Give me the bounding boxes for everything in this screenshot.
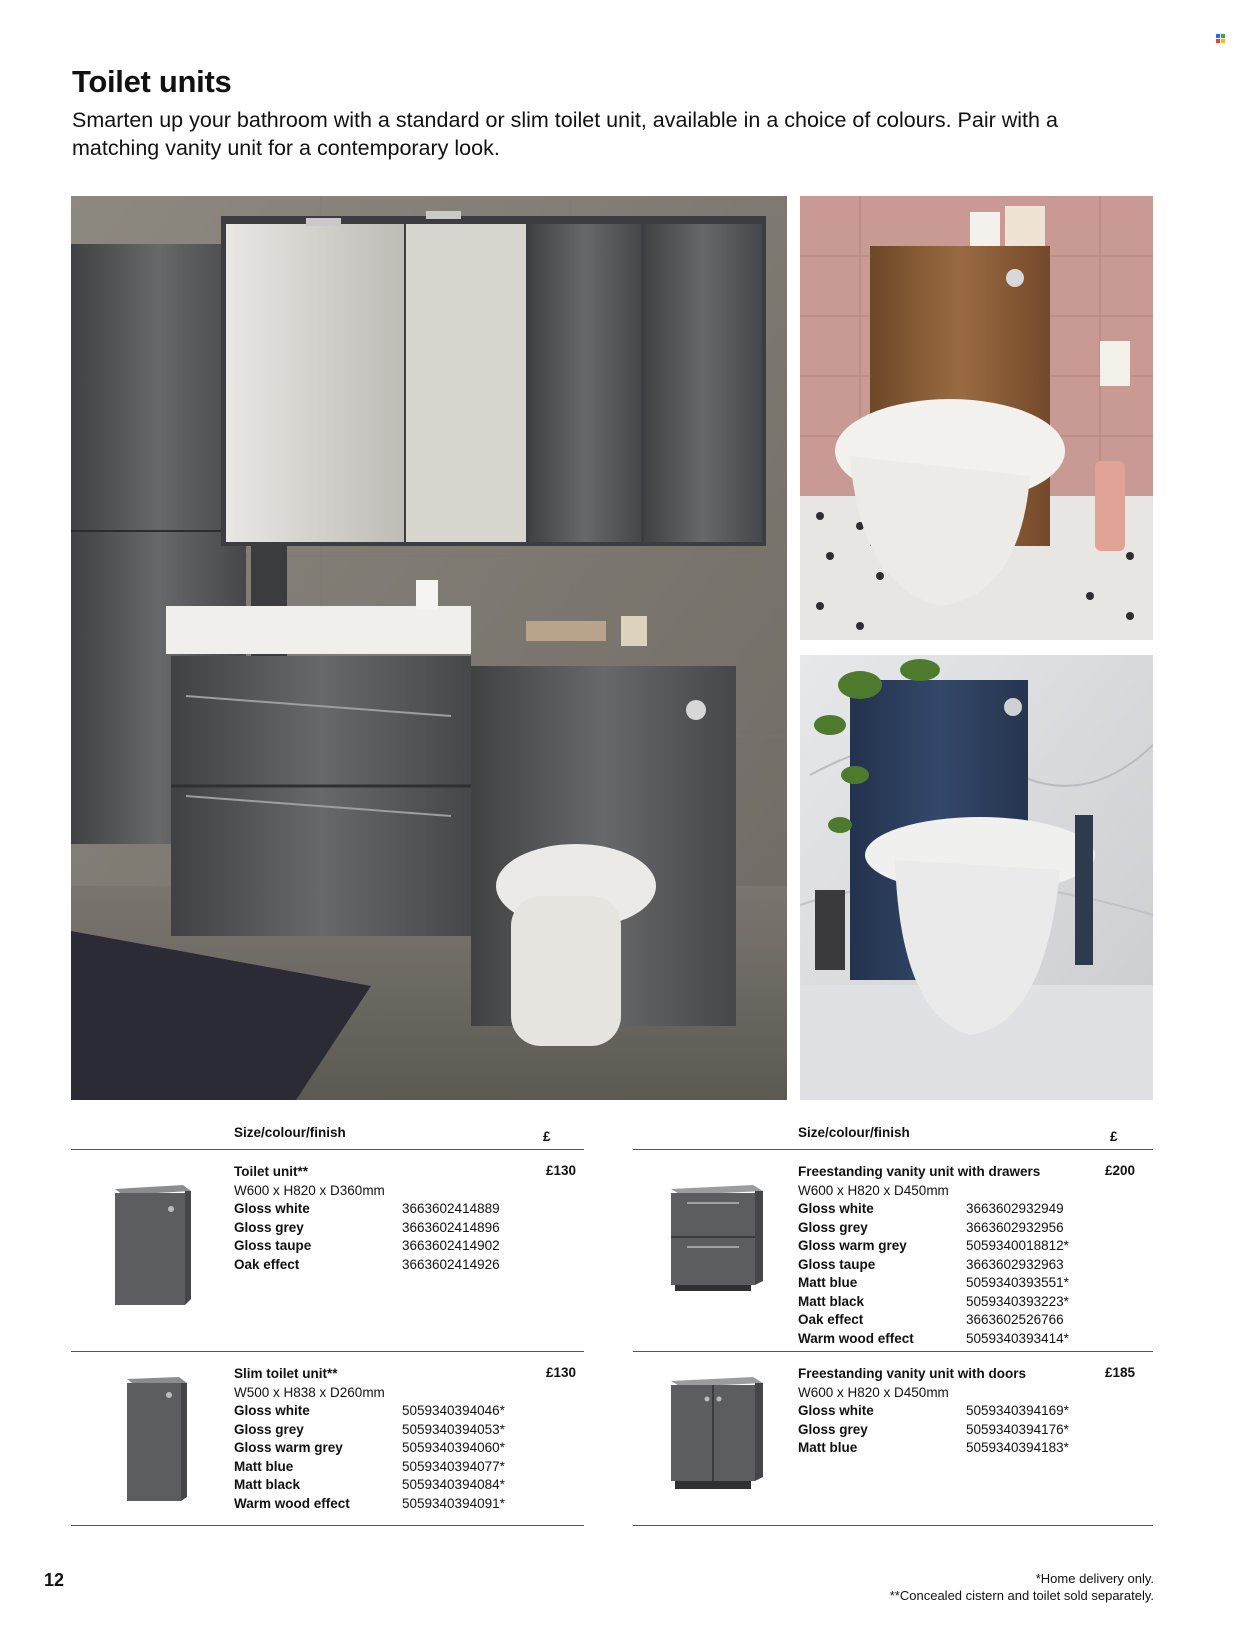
finish-label: Gloss warm grey: [798, 1238, 907, 1253]
product-name: Slim toilet unit**: [234, 1366, 338, 1381]
product-code: 5059340394046*: [402, 1403, 505, 1418]
bathroom-photo-blue-toilet-unit: [800, 655, 1153, 1100]
brand-corner-mark: [1216, 34, 1226, 44]
product-code: 3663602414889: [402, 1201, 500, 1216]
bathroom-photo-oak-toilet-unit: [800, 196, 1153, 640]
product-code: 5059340018812*: [966, 1238, 1069, 1253]
page-number: 12: [44, 1570, 65, 1590]
finish-label: Matt black: [798, 1293, 865, 1309]
finish-label: Gloss white: [798, 1201, 874, 1216]
product-price: £185: [1104, 1365, 1135, 1380]
product-price: £130: [545, 1163, 576, 1178]
finish-label: Warm wood effect: [798, 1330, 914, 1346]
product-row-vanity-doors: [633, 1365, 1153, 1515]
finish-label: Matt blue: [798, 1440, 858, 1455]
finish-label: Gloss taupe: [234, 1238, 312, 1253]
footnotes: [890, 1570, 1154, 1604]
product-dimensions: W600 x H820 x D450mm: [798, 1384, 949, 1400]
table-rule: [633, 1525, 1153, 1526]
product-code: 5059340394077*: [402, 1458, 505, 1474]
finish-label: Gloss grey: [234, 1219, 304, 1235]
finish-label: Warm wood effect: [234, 1495, 350, 1511]
finish-label: Gloss white: [234, 1403, 310, 1418]
finish-label: Gloss taupe: [798, 1256, 876, 1272]
product-code: 5059340394169*: [966, 1403, 1069, 1418]
product-dimensions: W600 x H820 x D360mm: [234, 1182, 385, 1198]
product-code: 3663602932956: [966, 1219, 1064, 1235]
finish-label: Oak effect: [234, 1256, 300, 1272]
vanity-doors-thumbnail: [667, 1375, 767, 1493]
table-rule: [71, 1525, 584, 1526]
product-code: 5059340394084*: [402, 1477, 505, 1492]
finish-label: Matt blue: [234, 1458, 294, 1474]
product-price: £130: [545, 1365, 576, 1380]
product-code: 3663602414896: [402, 1219, 500, 1235]
product-code: 3663602526766: [966, 1312, 1064, 1327]
column-header-price: £: [1110, 1129, 1118, 1144]
product-code: 5059340394053*: [402, 1421, 505, 1437]
finish-label: Gloss grey: [798, 1421, 868, 1437]
product-row-toilet-unit: [71, 1163, 584, 1358]
footnote-home-delivery: *Home delivery only.: [1035, 1571, 1154, 1586]
finish-label: Matt blue: [798, 1275, 858, 1290]
table-rule: [633, 1351, 1153, 1352]
page-title: Toilet units: [72, 64, 232, 99]
table-rule: [71, 1351, 584, 1352]
product-row-slim-toilet-unit: [71, 1365, 584, 1535]
table-rule: [71, 1149, 584, 1150]
finish-label: Gloss white: [798, 1403, 874, 1418]
bathroom-photo-grey-units: [71, 196, 787, 1100]
finish-label: Matt black: [234, 1477, 301, 1492]
product-row-vanity-drawers: [633, 1163, 1153, 1358]
product-code: 5059340394176*: [966, 1421, 1069, 1437]
toilet-unit-thumbnail: [109, 1183, 195, 1307]
product-name: Freestanding vanity unit with drawers: [798, 1164, 1041, 1179]
product-code: 5059340394091*: [402, 1495, 505, 1511]
product-code: 3663602932963: [966, 1256, 1064, 1272]
column-header-price: £: [543, 1129, 551, 1144]
product-name: Toilet unit**: [234, 1164, 308, 1179]
vanity-drawers-thumbnail: [667, 1183, 767, 1293]
product-dimensions: W500 x H838 x D260mm: [234, 1384, 385, 1400]
product-price: £200: [1104, 1163, 1135, 1178]
intro-text: Smarten up your bathroom with a standard or slim toilet unit, available in a choice of colours. Pair with a matching vanity unit for a contemporary look.: [72, 108, 1058, 160]
column-header-size: Size/colour/finish: [234, 1125, 346, 1140]
product-code: 3663602414902: [402, 1238, 500, 1253]
product-name: Freestanding vanity unit with doors: [798, 1366, 1027, 1381]
product-code: 5059340394060*: [402, 1440, 505, 1455]
product-code: 3663602414926: [402, 1256, 500, 1272]
finish-label: Gloss white: [234, 1201, 310, 1216]
product-code: 3663602932949: [966, 1201, 1064, 1216]
table-rule: [633, 1149, 1153, 1150]
column-header-size: Size/colour/finish: [798, 1125, 910, 1140]
product-code: 5059340393223*: [966, 1293, 1069, 1309]
footnote-cistern: **Concealed cistern and toilet sold separately.: [889, 1588, 1154, 1603]
finish-label: Oak effect: [798, 1312, 864, 1327]
finish-label: Gloss warm grey: [234, 1440, 343, 1455]
product-code: 5059340394183*: [966, 1440, 1069, 1455]
finish-label: Gloss grey: [798, 1219, 868, 1235]
product-code: 5059340393414*: [966, 1330, 1069, 1346]
finish-label: Gloss grey: [234, 1421, 304, 1437]
slim-toilet-unit-thumbnail: [121, 1375, 191, 1505]
product-code: 5059340393551*: [966, 1275, 1069, 1290]
product-dimensions: W600 x H820 x D450mm: [798, 1182, 949, 1198]
